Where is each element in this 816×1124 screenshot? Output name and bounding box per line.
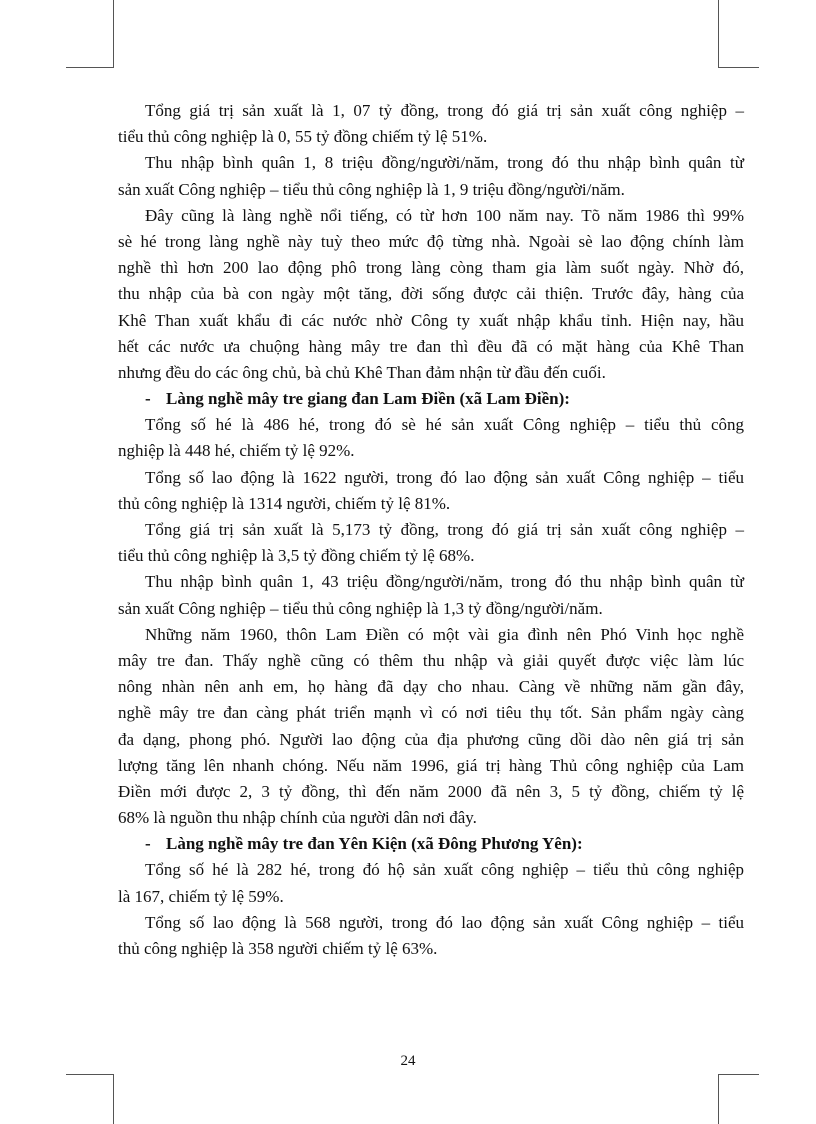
paragraph-line: Tổng số hé là 486 hé, trong đó sè hé sản xuất Công nghiệp – tiểu thủ công (145, 415, 744, 435)
paragraph-line: thu nhập của bà con ngày một tăng, đời sống được cải thiện. Trước đây, hàng của (118, 284, 744, 304)
crop-mark-top-right (718, 0, 759, 68)
paragraph-line: Thu nhập bình quân 1, 43 triệu đồng/người/năm, trong đó thu nhập bình quân từ (145, 572, 744, 592)
heading-text: Làng nghề mây tre đan Yên Kiện (xã Đông Phương Yên): (166, 834, 583, 854)
paragraph-line: hết các nước ưa chuộng hàng mây tre đan thì đều đã có mặt hàng của Khê Than (118, 336, 744, 356)
crop-mark-bottom-left (66, 1074, 114, 1124)
paragraph-line: nhưng đều do các ông chủ, bà chủ Khê Than đảm nhận từ đầu đến cuối. (118, 362, 606, 382)
paragraph-line: nghề mây tre đan càng phát triển mạnh vì có nơi tiêu thụ tốt. Sản phẩm ngày càng (118, 703, 744, 723)
paragraph-line: là 167, chiếm tỷ lệ 59%. (118, 886, 284, 906)
paragraph-line: Thu nhập bình quân 1, 8 triệu đồng/người/năm, trong đó thu nhập bình quân từ (145, 153, 744, 173)
paragraph-line: sè hé trong làng nghề này tuỳ theo mức độ từng nhà. Ngoài sè lao động chính làm (118, 231, 744, 251)
paragraph-line: Những năm 1960, thôn Lam Điền có một vài gia đình nên Phó Vinh học nghề (145, 624, 744, 644)
crop-mark-top-left (66, 0, 114, 68)
paragraph-line: lượng tăng lên nhanh chóng. Nếu năm 1996, giá trị hàng Thủ công nghiệp của Lam (118, 755, 744, 775)
paragraph-line: 68% là nguồn thu nhập chính của người dân nơi đây. (118, 808, 477, 828)
crop-mark-bottom-right (718, 1074, 759, 1124)
paragraph-line: Đây cũng là làng nghề nổi tiếng, có từ hơn 100 năm nay. Tõ năm 1986 thì 99% (145, 205, 744, 225)
section-heading (118, 386, 744, 412)
paragraph-line: sản xuất Công nghiệp – tiểu thủ công nghiệp là 1,3 tỷ đồng/người/năm. (118, 598, 603, 618)
paragraph-line: đa dạng, phong phó. Người lao động của địa phương cũng dồi dào nên giá trị sản (118, 729, 744, 749)
body-text (118, 98, 744, 962)
page-number: 24 (400, 1053, 416, 1069)
paragraph-line: sản xuất Công nghiệp – tiểu thủ công nghiệp là 1, 9 triệu đồng/người/năm. (118, 179, 625, 199)
heading-bullet: - (145, 389, 151, 409)
paragraph-line: tiểu thủ công nghiệp là 3,5 tỷ đồng chiếm tỷ lệ 68%. (118, 546, 475, 566)
paragraph-line: Tổng giá trị sản xuất là 5,173 tỷ đồng, trong đó giá trị sản xuất công nghiệp – (145, 520, 744, 539)
paragraph-line: Điền mới được 2, 3 tỷ đồng, thì đến năm 2000 đã nên 3, 5 tỷ đồng, chiếm tỷ lệ (118, 781, 744, 801)
paragraph-line: nghiệp là 448 hé, chiếm tỷ lệ 92%. (118, 441, 355, 461)
paragraph-line: Tổng số hé là 282 hé, trong đó hộ sản xuất công nghiệp – tiểu thủ công nghiệp (145, 860, 744, 880)
heading-bullet: - (145, 834, 151, 854)
heading-text: Làng nghề mây tre giang đan Lam Điền (xã Lam Điền): (166, 389, 570, 409)
paragraph-line: Tổng số lao động là 568 người, trong đó lao động sản xuất Công nghiệp – tiểu (145, 912, 744, 932)
paragraph-line: mây tre đan. Thấy nghề cũng có thêm thu nhập và giải quyết được việc làm lúc (118, 650, 744, 670)
paragraph-line: tiểu thủ công nghiệp là 0, 55 tỷ đồng chiếm tỷ lệ 51%. (118, 127, 488, 147)
section-heading (118, 831, 744, 857)
paragraph-line: nông nhàn nên anh em, họ hàng đã dạy cho nhau. Càng về những năm gần đây, (118, 677, 744, 697)
paragraph-line: thủ công nghiệp là 1314 người, chiếm tỷ lệ 81%. (118, 493, 451, 513)
paragraph-line: nghề thì hơn 200 lao động phô trong làng còng tham gia làm suốt ngày. Nhờ đó, (118, 258, 744, 278)
paragraph-line: thủ công nghiệp là 358 người chiếm tỷ lệ 63%. (118, 939, 438, 958)
paragraph-line: Tổng giá trị sản xuất là 1, 07 tỷ đồng, trong đó giá trị sản xuất công nghiệp – (145, 101, 744, 120)
paragraph-line: Khê Than xuất khẩu đi các nước nhờ Công ty xuất nhập khẩu tỉnh. Hiện nay, hầu (118, 310, 744, 330)
paragraph-line: Tổng số lao động là 1622 người, trong đó lao động sản xuất Công nghiệp – tiểu (145, 467, 744, 487)
